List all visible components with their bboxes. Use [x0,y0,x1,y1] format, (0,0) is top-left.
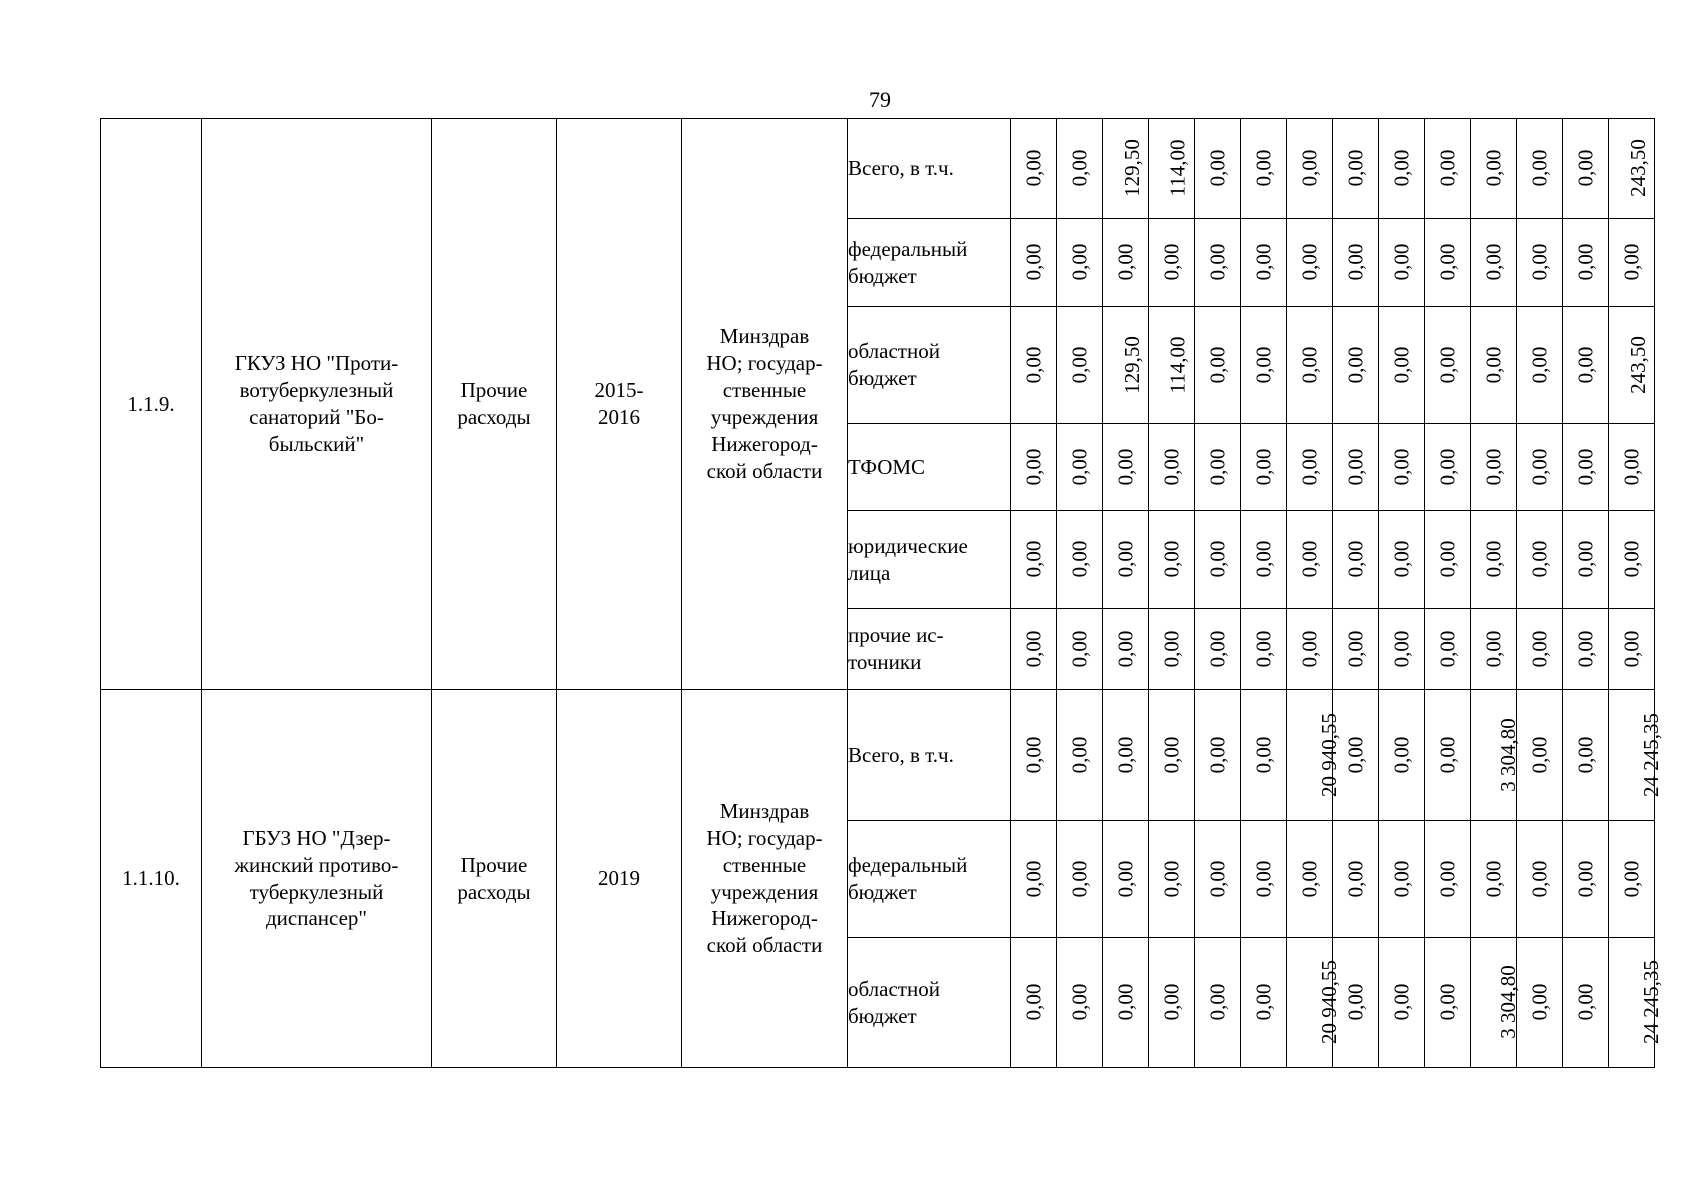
amount-value: 0,00 [1205,346,1230,383]
amount-value: 0,00 [1527,630,1552,667]
amount-value: 0,00 [1573,630,1598,667]
amount-value: 0,00 [1113,448,1138,485]
project-number: 1.1.10. [101,690,202,1068]
amount-value: 0,00 [1159,448,1184,485]
value-cell [1195,511,1241,609]
funding-source: Всего, в т.ч. [848,690,1011,821]
amount-value: 0,00 [1527,540,1552,578]
amount-value: 243,50 [1625,335,1650,394]
value-cell [1425,119,1471,219]
project-number: 1.1.9. [101,119,202,690]
amount-value: 0,00 [1205,243,1230,281]
value-cell [1011,219,1057,307]
value-cell [1103,511,1149,609]
value-cell [1333,219,1379,307]
amount-value: 0,00 [1573,149,1598,187]
value-cell [1563,424,1609,511]
amount-value: 0,00 [1481,149,1506,187]
value-cell [1195,609,1241,690]
amount-value: 0,00 [1435,630,1460,667]
amount-value: 0,00 [1527,448,1552,485]
value-cell [1057,690,1103,821]
amount-value: 0,00 [1573,540,1598,578]
total-value-cell [1609,690,1663,821]
value-cell [1379,511,1425,609]
amount-value: 0,00 [1297,630,1322,667]
value-cell [1149,307,1195,424]
value-cell [1195,424,1241,511]
amount-value: 0,00 [1481,630,1506,667]
value-cell [1057,938,1103,1068]
amount-value: 0,00 [1573,346,1598,383]
amount-value: 0,00 [1435,860,1460,897]
amount-value: 0,00 [1481,860,1506,897]
project-executor: Минздрав НО; государ- ственные учреждения Нижегород- ской области [682,119,848,690]
amount-value: 0,00 [1619,540,1644,578]
amount-value: 0,00 [1113,983,1138,1021]
amount-value: 0,00 [1067,540,1092,578]
amount-value: 0,00 [1159,736,1184,773]
amount-value: 0,00 [1435,540,1460,578]
total-value-cell [1609,609,1655,690]
amount-value: 0,00 [1435,149,1460,187]
amount-value: 0,00 [1021,243,1046,281]
funding-source: областной бюджет [848,938,1011,1068]
amount-value: 0,00 [1205,736,1230,773]
amount-value: 0,00 [1435,346,1460,383]
value-cell [1379,119,1425,219]
value-cell [1379,307,1425,424]
amount-value: 0,00 [1527,346,1552,383]
value-cell [1333,511,1379,609]
value-cell [1241,938,1287,1068]
expense-type: Прочие расходы [432,119,557,690]
amount-value: 0,00 [1021,448,1046,485]
amount-value: 0,00 [1343,448,1368,485]
value-cell [1517,511,1563,609]
value-cell [1517,938,1563,1068]
amount-value: 0,00 [1159,243,1184,281]
value-cell [1011,609,1057,690]
value-cell [1425,307,1471,424]
project-years: 2015- 2016 [557,119,682,690]
value-cell [1103,690,1149,821]
amount-value: 0,00 [1205,630,1230,667]
funding-source: ТФОМС [848,424,1011,511]
value-cell [1287,821,1333,938]
value-cell [1287,609,1333,690]
value-cell [1149,219,1195,307]
amount-value: 0,00 [1573,860,1598,897]
amount-value: 0,00 [1159,983,1184,1021]
funding-source: федеральный бюджет [848,821,1011,938]
amount-value: 24 245,35 [1639,712,1663,797]
amount-value: 0,00 [1251,243,1276,281]
funding-source: прочие ис- точники [848,609,1011,690]
amount-value: 0,00 [1021,736,1046,773]
amount-value: 0,00 [1619,630,1644,667]
amount-value: 0,00 [1205,540,1230,578]
value-cell [1241,821,1287,938]
value-cell [1195,119,1241,219]
funding-source: юридические лица [848,511,1011,609]
value-cell [1241,219,1287,307]
amount-value: 0,00 [1389,149,1414,187]
value-cell [1425,821,1471,938]
funding-source: Всего, в т.ч. [848,119,1011,219]
amount-value: 0,00 [1619,243,1644,281]
amount-value: 0,00 [1021,540,1046,578]
amount-value: 0,00 [1435,983,1460,1021]
value-cell [1471,424,1517,511]
value-cell [1287,307,1333,424]
value-cell [1241,424,1287,511]
value-cell [1241,511,1287,609]
amount-value: 0,00 [1343,630,1368,667]
total-value-cell [1609,938,1663,1068]
table-row [101,119,1655,219]
value-cell [1333,307,1379,424]
amount-value: 0,00 [1067,983,1092,1021]
amount-value: 0,00 [1251,346,1276,383]
value-cell [1057,219,1103,307]
amount-value: 129,50 [1119,139,1144,197]
value-cell [1379,821,1425,938]
value-cell [1425,690,1471,821]
page-number: 79 [869,87,891,112]
amount-value: 0,00 [1435,243,1460,281]
value-cell [1103,424,1149,511]
amount-value: 0,00 [1435,736,1460,773]
total-value-cell [1609,821,1655,938]
value-cell [1011,119,1057,219]
total-value-cell [1609,424,1655,511]
value-cell [1563,511,1609,609]
amount-value: 114,00 [1165,336,1190,394]
amount-value: 0,00 [1481,540,1506,578]
amount-value: 0,00 [1573,448,1598,485]
funding-source: областной бюджет [848,307,1011,424]
amount-value: 0,00 [1389,736,1414,773]
value-cell [1011,511,1057,609]
amount-value: 0,00 [1297,540,1322,578]
value-cell [1287,938,1341,1068]
amount-value: 0,00 [1067,243,1092,281]
amount-value: 243,50 [1625,139,1650,197]
value-cell [1517,307,1563,424]
value-cell [1011,690,1057,821]
funding-source: федеральный бюджет [848,219,1011,307]
amount-value: 20 940,55 [1317,712,1341,797]
value-cell [1195,219,1241,307]
amount-value: 3 304,80 [1495,965,1520,1039]
amount-value: 0,00 [1343,346,1368,383]
value-cell [1011,821,1057,938]
amount-value: 0,00 [1067,630,1092,667]
value-cell [1149,690,1195,821]
value-cell [1287,690,1341,821]
total-value-cell [1609,219,1655,307]
amount-value: 0,00 [1205,448,1230,485]
amount-value: 0,00 [1343,149,1368,187]
value-cell [1149,938,1195,1068]
amount-value: 0,00 [1205,983,1230,1021]
value-cell [1011,938,1057,1068]
value-cell [1471,307,1517,424]
amount-value: 24 245,35 [1639,960,1663,1045]
value-cell [1149,119,1195,219]
value-cell [1517,119,1563,219]
value-cell [1425,609,1471,690]
amount-value: 0,00 [1021,630,1046,667]
amount-value: 0,00 [1343,860,1368,897]
project-years: 2019 [557,690,682,1068]
amount-value: 0,00 [1343,736,1368,773]
amount-value: 0,00 [1021,149,1046,187]
value-cell [1195,938,1241,1068]
amount-value: 0,00 [1021,860,1046,897]
total-value-cell [1609,119,1655,219]
project-name: ГКУЗ НО "Проти- вотуберкулезный санаторий "Бо- быльский" [202,119,432,690]
value-cell [1379,609,1425,690]
amount-value: 0,00 [1021,346,1046,383]
amount-value: 0,00 [1159,540,1184,578]
amount-value: 0,00 [1619,860,1644,897]
value-cell [1471,821,1517,938]
value-cell [1471,690,1520,821]
value-cell [1471,511,1517,609]
value-cell [1057,609,1103,690]
value-cell [1287,511,1333,609]
value-cell [1563,219,1609,307]
amount-value: 0,00 [1251,860,1276,897]
value-cell [1563,307,1609,424]
amount-value: 0,00 [1435,448,1460,485]
amount-value: 0,00 [1067,448,1092,485]
value-cell [1425,938,1471,1068]
amount-value: 0,00 [1113,860,1138,897]
value-cell [1103,821,1149,938]
amount-value: 0,00 [1389,630,1414,667]
value-cell [1425,511,1471,609]
amount-value: 0,00 [1113,736,1138,773]
value-cell [1517,424,1563,511]
value-cell [1563,690,1609,821]
amount-value: 0,00 [1205,860,1230,897]
amount-value: 0,00 [1251,448,1276,485]
value-cell [1425,219,1471,307]
table-body [101,119,1663,1068]
value-cell [1333,119,1379,219]
value-cell [1333,424,1379,511]
value-cell [1241,609,1287,690]
total-value-cell [1609,511,1655,609]
value-cell [1471,609,1517,690]
value-cell [1379,690,1425,821]
value-cell [1057,424,1103,511]
amount-value: 0,00 [1389,540,1414,578]
amount-value: 0,00 [1251,540,1276,578]
value-cell [1517,219,1563,307]
value-cell [1517,690,1563,821]
value-cell [1011,307,1057,424]
amount-value: 0,00 [1389,243,1414,281]
amount-value: 0,00 [1251,983,1276,1021]
value-cell [1287,119,1333,219]
amount-value: 0,00 [1251,149,1276,187]
amount-value: 0,00 [1297,448,1322,485]
amount-value: 0,00 [1389,346,1414,383]
amount-value: 0,00 [1113,630,1138,667]
value-cell [1149,511,1195,609]
amount-value: 129,50 [1119,335,1144,394]
amount-value: 0,00 [1481,243,1506,281]
amount-value: 0,00 [1113,540,1138,578]
total-value-cell [1609,307,1655,424]
value-cell [1333,690,1379,821]
amount-value: 0,00 [1297,149,1322,187]
value-cell [1103,609,1149,690]
amount-value: 0,00 [1573,983,1598,1021]
project-name: ГБУЗ НО "Дзер- жинский противо- туберкулезный диспансер" [202,690,432,1068]
amount-value: 0,00 [1527,243,1552,281]
value-cell [1195,821,1241,938]
budget-table [100,118,1663,1068]
amount-value: 0,00 [1343,983,1368,1021]
value-cell [1563,609,1609,690]
value-cell [1149,609,1195,690]
amount-value: 0,00 [1389,860,1414,897]
value-cell [1379,424,1425,511]
value-cell [1241,119,1287,219]
value-cell [1057,511,1103,609]
amount-value: 0,00 [1481,346,1506,383]
value-cell [1057,119,1103,219]
value-cell [1563,938,1609,1068]
amount-value: 0,00 [1297,346,1322,383]
value-cell [1471,119,1517,219]
value-cell [1149,821,1195,938]
amount-value: 0,00 [1481,448,1506,485]
value-cell [1103,119,1149,219]
amount-value: 3 304,80 [1495,717,1520,792]
value-cell [1057,307,1103,424]
project-executor: Минздрав НО; государ- ственные учреждения Нижегород- ской области [682,690,848,1068]
value-cell [1425,424,1471,511]
value-cell [1287,219,1333,307]
amount-value: 0,00 [1389,448,1414,485]
amount-value: 0,00 [1527,149,1552,187]
amount-value: 0,00 [1619,448,1644,485]
amount-value: 0,00 [1343,540,1368,578]
value-cell [1471,219,1517,307]
value-cell [1195,307,1241,424]
value-cell [1563,821,1609,938]
value-cell [1103,219,1149,307]
value-cell [1471,938,1520,1068]
value-cell [1103,307,1149,424]
amount-value: 0,00 [1021,983,1046,1021]
amount-value: 0,00 [1573,736,1598,773]
value-cell [1195,690,1241,821]
value-cell [1333,821,1379,938]
table-row [101,690,1655,821]
amount-value: 0,00 [1067,149,1092,187]
amount-value: 0,00 [1343,243,1368,281]
value-cell [1103,938,1149,1068]
amount-value: 0,00 [1573,243,1598,281]
value-cell [1011,424,1057,511]
amount-value: 0,00 [1159,630,1184,667]
amount-value: 0,00 [1067,736,1092,773]
amount-value: 0,00 [1067,860,1092,897]
value-cell [1563,119,1609,219]
amount-value: 0,00 [1297,860,1322,897]
amount-value: 0,00 [1067,346,1092,383]
value-cell [1149,424,1195,511]
value-cell [1379,219,1425,307]
amount-value: 20 940,55 [1317,960,1341,1045]
value-cell [1057,821,1103,938]
amount-value: 0,00 [1113,243,1138,281]
value-cell [1241,690,1287,821]
amount-value: 0,00 [1251,630,1276,667]
value-cell [1287,424,1333,511]
value-cell [1517,821,1563,938]
value-cell [1379,938,1425,1068]
amount-value: 0,00 [1527,736,1552,773]
amount-value: 0,00 [1251,736,1276,773]
amount-value: 0,00 [1389,983,1414,1021]
value-cell [1517,609,1563,690]
amount-value: 0,00 [1527,860,1552,897]
amount-value: 0,00 [1159,860,1184,897]
expense-type: Прочие расходы [432,690,557,1068]
amount-value: 0,00 [1527,983,1552,1021]
value-cell [1241,307,1287,424]
amount-value: 0,00 [1297,243,1322,281]
value-cell [1333,938,1379,1068]
value-cell [1333,609,1379,690]
amount-value: 114,00 [1165,139,1190,197]
amount-value: 0,00 [1205,149,1230,187]
